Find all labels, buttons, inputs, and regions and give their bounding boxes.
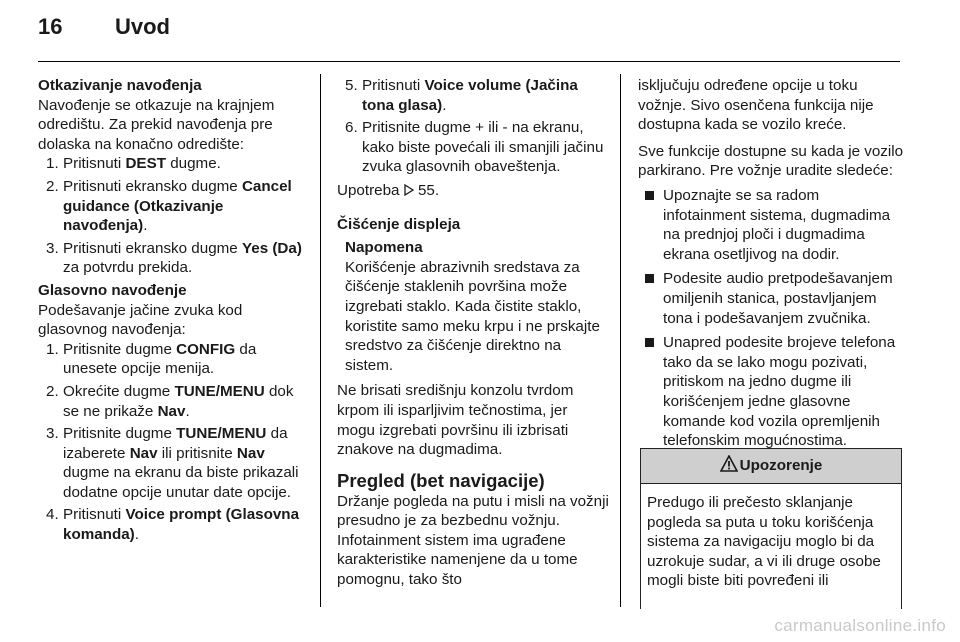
warning-title: Upozorenje: [739, 457, 823, 474]
column-1: [38, 76, 310, 548]
note-block: [337, 238, 609, 375]
clean-display-text: Ne brisati središnju konzolu tvrdom krpom ili isparljivim tečnostima, jer mogu izgrebati površinu ili izbrisati znakove na dugmadima.: [337, 382, 574, 459]
bullet-icon: [645, 191, 654, 200]
note-title: Napomena: [345, 239, 423, 257]
list-item: 4. Pritisnuti Voice prompt (Glasovna komanda).: [46, 506, 300, 544]
list-item: 1. Pritisnite dugme CONFIG da unesete opcije menija.: [46, 340, 257, 378]
column-2: [337, 76, 609, 590]
bullet-icon: [645, 338, 654, 347]
warning-header: [641, 449, 901, 484]
column-divider-2: [620, 74, 621, 607]
list-item: 2. Okrećite dugme TUNE/MENU dok se ne prikaže Nav.: [46, 382, 294, 420]
voice-guidance-heading: Glasovno navođenje: [38, 281, 187, 299]
note-text: Korišćenje abrazivnih sredstava za čišćenje staklenih površina može izgrebati staklo. Kada čistite staklo, koristite samo meku krpu i ne prskajte sredstvo za čišćenje direktno na sistem.: [345, 258, 600, 374]
list-item: 1. Pritisnuti DEST dugme.: [46, 155, 221, 173]
preparation-list: [638, 186, 906, 451]
column-divider-1: [320, 74, 321, 607]
list-item: Upoznajte se sa radom infotainment sistema, dugmadima na prednjoj ploči i dugmadima ekrana osetljivog na dodir.: [638, 186, 906, 264]
parked-intro: Sve funkcije dostupne su kada je vozilo parkirano. Pre vožnje uradite sledeće:: [638, 142, 904, 180]
page-reference-icon: [404, 184, 414, 196]
section-title: Uvod: [115, 14, 170, 39]
overview-text: Držanje pogleda na putu i misli na vožnji presudno je za bezbednu vožnju. Infotainment sistem ima ugrađene karakteristike namenjene da u tome pomognu, tako što: [337, 492, 609, 589]
usage-reference: Upotreba 55.: [337, 181, 440, 199]
volume-steps-continued: [337, 76, 609, 177]
voice-guidance-intro: Podešavanje jačine zvuka kod glasovnog navođenja:: [38, 301, 243, 339]
clean-display-heading: Čišćenje displeja: [337, 215, 461, 233]
list-item: 3. Pritisnite dugme TUNE/MENU da izaberete Nav ili pritisnite Nav dugme na ekranu da biste prikazali dodatne opcije unutar date opcije.: [46, 425, 299, 501]
warning-box: [640, 448, 902, 609]
cancel-steps: [38, 154, 310, 278]
list-item: 2. Pritisnuti ekransko dugme Cancel guidance (Otkazivanje navođenja).: [46, 177, 292, 235]
overview-heading: Pregled (bet navigacije): [337, 469, 545, 491]
list-item: 3. Pritisnuti ekransko dugme Yes (Da) za potvrdu prekida.: [46, 239, 302, 277]
volume-steps: [38, 340, 310, 545]
page-number: 16: [38, 14, 63, 39]
warning-triangle-icon: [720, 455, 738, 472]
reference-page-link[interactable]: 55: [417, 181, 435, 199]
list-item: 6. Pritisnite dugme + ili - na ekranu, kako biste povećali ili smanjili jačinu zvuka glasovnih obaveštenja.: [345, 119, 604, 176]
warning-text: Predugo ili prečesto sklanjanje pogleda sa puta u toku korišćenja sistema za navigaciju moglo bi da uzrokuje sudar, a vi ili druge osobe mogli biste biti povređeni ili: [647, 494, 881, 590]
list-item: Unapred podesite brojeve telefona tako da se lako mogu pozivati, pritiskom na jedno dugme ili korišćenjem jedne glasovne komande kod vozila opremljenih telefonskim mogućnostima.: [638, 333, 906, 451]
watermark: carmanualsonline.info: [774, 616, 946, 635]
list-item: Podesite audio pretpodešavanjem omiljenih stanica, postavljanjem tona i podešavanjem zvučnika.: [638, 269, 906, 328]
cancel-guidance-intro: Navođenje se otkazuje na krajnjem odredištu. Za prekid navođenja pre dolaska na konačno odredište:: [38, 96, 275, 153]
page-header: [38, 14, 900, 54]
list-item: 5. Pritisnuti Voice volume (Jačina tona glasa).: [345, 77, 578, 114]
header-rule: [38, 61, 900, 62]
column-3: [638, 76, 906, 456]
overview-text-continued: isključuju određene opcije u toku vožnje. Sivo osenčena funkcija nije dostupna kada se vozilo kreće.: [638, 77, 874, 134]
bullet-icon: [645, 274, 654, 283]
cancel-guidance-heading: Otkazivanje navođenja: [38, 77, 202, 94]
